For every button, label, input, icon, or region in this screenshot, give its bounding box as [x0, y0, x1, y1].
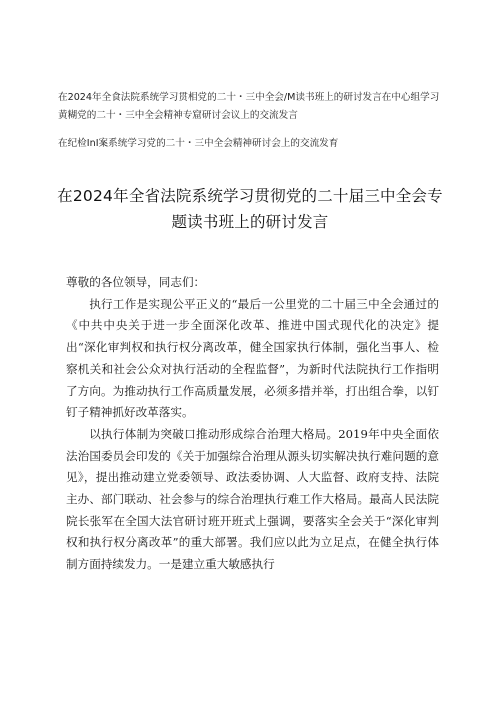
body-paragraph: 执行工作是实现公平正义的“最后一公里党的二十届三中全会通过的《中共中央关于进一步全面深化改革、推进中国式现代化的决定》提出“深化审判权和执行权分离改革，健全国家执行体制，强化当事人、检察机关和社会公众对执行活动的全程监督”，为新时代法院执行工作指明了方向。为推动执行工作高质量发展，必须多措并举，打出组合拳，以钉钉子精神抓好改革落实。 [66, 296, 439, 420]
body-paragraph: 以执行体制为突破口推动形成综合治理大格局。2019年中央全面依法治国委员会印发的《关于加强综合治理从源头切实解决执行难问题的意见》，提出推动建立党委领导、政法委协调、人大监督、政府支持、法院主办、部门联动、社会参与的综合治理执行难工作大格局。最高人民法院院长张军在全国大法官研讨班开班式上强调，要落实全会关于“深化审判权和执行权分离改革”的重大部署。我们应以此为立足点，在健全执行体制方面持续发力。一是建立重大敏感执行 [66, 426, 439, 572]
related-article-link[interactable]: 在2024年全食法院系统学习贯相党的二十・三中全会∕M读书班上的研讨发言在中心组学习黄糊党的二十・三中全会精神专窟研讨会议上的交流发言 [58, 92, 440, 121]
related-article-link[interactable]: 在纪检InI案系统学习党的二十・三中全会精神研讨会上的交流发育 [58, 138, 339, 149]
related-articles-list [58, 89, 446, 153]
document-title: 在2024年全省法院系统学习贯彻党的二十届三中全会专题读书班上的研讨发言 [57, 187, 443, 231]
salutation: 尊敬的各位领导，同志们： [66, 275, 206, 289]
document-body [66, 272, 439, 576]
